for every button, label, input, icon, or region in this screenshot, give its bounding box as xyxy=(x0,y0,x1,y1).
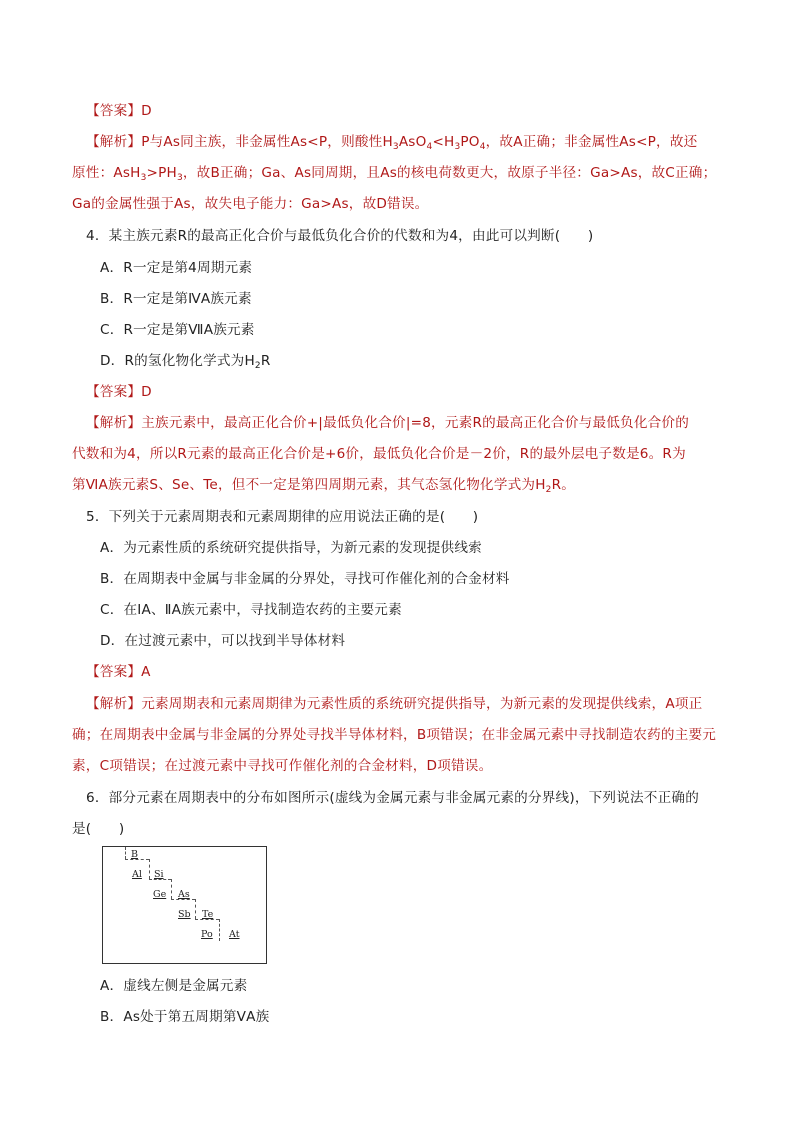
analysis-text: 第ⅥA族元素S、Se、Te，但不一定是第四周期元素，其气态氢化物化学式为H xyxy=(72,477,546,493)
option-text: D．R的氢化物化学式为H xyxy=(100,353,255,369)
analysis-text: AsO xyxy=(398,134,427,150)
q3-analysis-line-1 xyxy=(86,132,746,152)
element-te: Te xyxy=(202,909,214,920)
subscript: 4 xyxy=(479,142,486,152)
analysis-tag: 【解析】 xyxy=(86,696,142,712)
boundary-dash xyxy=(149,859,150,879)
element-sb: Sb xyxy=(178,909,191,920)
q4-option-c: C．R一定是第ⅦA族元素 xyxy=(100,322,255,338)
element-as: As xyxy=(178,889,190,900)
subscript: 2 xyxy=(254,361,261,371)
analysis-tag: 【解析】 xyxy=(86,134,142,150)
q3-analysis-line-2 xyxy=(72,163,732,183)
q3-analysis-line-3: Ga的金属性强于As，故失电子能力：Ga>As，故D错误。 xyxy=(72,196,429,212)
boundary-dash xyxy=(195,899,196,919)
element-b: B xyxy=(131,849,138,860)
q4-option-d xyxy=(100,351,760,371)
analysis-text: R。 xyxy=(551,477,576,493)
boundary-dash xyxy=(219,919,220,941)
q5-analysis-line-2: 确；在周期表中金属与非金属的分界处寻找半导体材料，B项错误；在非金属元素中寻找制造农药的主要元 xyxy=(72,727,717,743)
q5-answer xyxy=(86,662,746,682)
q4-option-b: B．R一定是第ⅣA族元素 xyxy=(100,291,252,307)
boundary-dash xyxy=(171,879,172,899)
q6-stem-line-1: 6．部分元素在周期表中的分布如图所示(虚线为金属元素与非金属元素的分界线)，下列说法不正确的 xyxy=(86,790,699,806)
subscript: 4 xyxy=(426,142,433,152)
q6-stem-line-2: 是( ) xyxy=(72,821,125,837)
q5-analysis-line-1 xyxy=(86,694,746,714)
subscript: 3 xyxy=(176,173,183,183)
element-al: Al xyxy=(132,869,142,880)
subscript: 3 xyxy=(454,142,461,152)
analysis-text: 元素周期表和元素周期律为元素性质的系统研究提供指导，为新元素的发现提供线索，A项正 xyxy=(141,696,703,712)
q3-answer xyxy=(86,101,746,121)
q5-option-d: D．在过渡元素中，可以找到半导体材料 xyxy=(100,633,346,649)
q6-option-a: A．虚线左侧是金属元素 xyxy=(100,978,248,994)
q4-analysis-line-2: 代数和为4，所以R元素的最高正化合价是+6价，最低负化合价是－2价，R的最外层电子数是6。R为 xyxy=(72,446,686,462)
q4-stem: 4．某主族元素R的最高正化合价与最低负化合价的代数和为4，由此可以判断( ) xyxy=(86,228,594,244)
analysis-text: PO xyxy=(460,134,480,150)
option-text: R xyxy=(260,353,271,369)
element-po: Po xyxy=(201,929,213,940)
q5-stem: 5．下列关于元素周期表和元素周期律的应用说法正确的是( ) xyxy=(86,509,479,525)
answer-tag: 【答案】A xyxy=(86,664,151,680)
q5-option-a: A．为元素性质的系统研究提供指导，为新元素的发现提供线索 xyxy=(100,540,482,556)
q4-analysis-line-1 xyxy=(86,413,746,433)
element-at: At xyxy=(229,929,240,940)
analysis-text: P与As同主族，非金属性As<P，则酸性H xyxy=(141,134,393,150)
analysis-text: <H xyxy=(432,134,455,150)
q4-answer xyxy=(86,382,746,402)
answer-tag: 【答案】D xyxy=(86,384,152,400)
subscript: 3 xyxy=(140,173,147,183)
subscript: 2 xyxy=(545,485,552,495)
analysis-text: 主族元素中，最高正化合价+|最低负化合价|=8，元素R的最高正化合价与最低负化合价的 xyxy=(141,415,689,431)
analysis-text: ，故A正确；非金属性As<P，故还 xyxy=(485,134,698,150)
q4-analysis-line-3 xyxy=(72,475,732,495)
q6-option-b: B．As处于第五周期第ⅤA族 xyxy=(100,1009,270,1025)
element-si: Si xyxy=(154,869,164,880)
answer-tag: 【答案】D xyxy=(86,103,152,119)
analysis-text: 原性：AsH xyxy=(72,165,141,181)
analysis-text: >PH xyxy=(146,165,177,181)
periodic-table-figure xyxy=(102,846,267,964)
analysis-tag: 【解析】 xyxy=(86,415,142,431)
analysis-text: ，故B正确；Ga、As同周期，且As的核电荷数更大，故原子半径：Ga>As，故C正确； xyxy=(182,165,717,181)
q5-option-b: B．在周期表中金属与非金属的分界处，寻找可作催化剂的合金材料 xyxy=(100,571,510,587)
element-ge: Ge xyxy=(153,889,167,900)
q4-option-a: A．R一定是第4周期元素 xyxy=(100,260,253,276)
q5-analysis-line-3: 素，C项错误；在过渡元素中寻找可作催化剂的合金材料，D项错误。 xyxy=(72,758,493,774)
subscript: 3 xyxy=(392,142,399,152)
boundary-dash xyxy=(125,847,126,859)
q5-option-c: C．在ⅠA、ⅡA族元素中，寻找制造农药的主要元素 xyxy=(100,602,402,618)
